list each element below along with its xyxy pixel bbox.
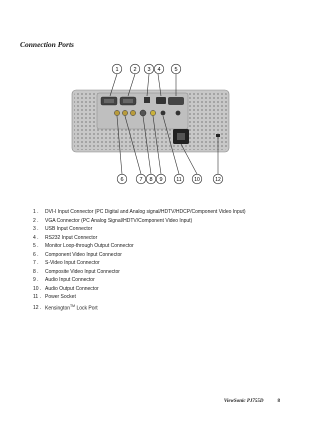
callout-9 bbox=[156, 174, 166, 184]
list-item: 5 . Monitor Loop-through Output Connector bbox=[33, 243, 134, 249]
callout-10 bbox=[192, 174, 202, 184]
page-number: 8 bbox=[277, 399, 280, 404]
svg-text:11: 11 bbox=[176, 177, 182, 183]
port-component bbox=[114, 110, 135, 115]
svg-text:9: 9 bbox=[159, 177, 163, 183]
port-rs232 bbox=[156, 97, 166, 104]
list-item: 1 . DVI-I Input Connector (PC Digital and Analog signal/HDTV/HDCP/Component Video Input) bbox=[33, 209, 246, 215]
callout-6 bbox=[117, 174, 127, 184]
port-power bbox=[173, 129, 189, 144]
port-svideo bbox=[140, 110, 146, 116]
list-item: 9 . Audio Input Connector bbox=[33, 277, 95, 283]
callout-11 bbox=[174, 174, 184, 184]
projector-back-panel bbox=[72, 90, 229, 152]
connection-port-list bbox=[33, 208, 246, 313]
list-item: 7 . S-Video Input Connector bbox=[33, 260, 100, 266]
svg-text:6: 6 bbox=[120, 177, 124, 183]
callout-2 bbox=[130, 64, 140, 74]
callout-4 bbox=[154, 64, 164, 74]
svg-text:3: 3 bbox=[147, 67, 151, 73]
port-audio-in bbox=[161, 111, 166, 116]
list-item: 4 . RS232 Input Connector bbox=[33, 234, 98, 241]
svg-text:4: 4 bbox=[157, 67, 161, 73]
port-monitor-out bbox=[168, 97, 184, 105]
svg-text:8: 8 bbox=[149, 177, 153, 183]
port-vga bbox=[120, 97, 136, 105]
callout-7 bbox=[136, 174, 146, 184]
callout-3 bbox=[144, 64, 154, 74]
callout-1 bbox=[112, 64, 122, 74]
svg-text:10: 10 bbox=[194, 177, 200, 183]
list-item: 2 . VGA Connector (PC Analog Signal/HDTV/Component Video Input) bbox=[33, 217, 193, 224]
list-item: 12 . Kensington™ Lock Port bbox=[33, 303, 98, 312]
list-item: 11 . Power Socket bbox=[33, 294, 76, 300]
port-audio-out bbox=[176, 111, 181, 116]
svg-text:5: 5 bbox=[174, 67, 178, 73]
svg-text:2: 2 bbox=[133, 67, 137, 73]
list-item: 6 . Component Video Input Connector bbox=[33, 251, 122, 258]
svg-text:1: 1 bbox=[115, 67, 119, 73]
port-kensington bbox=[216, 134, 220, 137]
section-title: Connection Ports bbox=[20, 40, 74, 49]
page-footer bbox=[224, 399, 280, 404]
callout-8 bbox=[146, 174, 156, 184]
list-item: 3 . USB Input Connector bbox=[33, 226, 93, 232]
port-usb bbox=[144, 97, 150, 103]
callout-5 bbox=[171, 64, 181, 74]
svg-text:7: 7 bbox=[139, 177, 143, 183]
list-item: 8 . Composite Video Input Connector bbox=[33, 268, 120, 275]
list-item: 10 . Audio Output Connector bbox=[33, 285, 99, 292]
svg-text:12: 12 bbox=[215, 177, 221, 183]
callout-12 bbox=[213, 174, 223, 184]
port-dvi bbox=[101, 97, 117, 105]
port-composite bbox=[150, 110, 155, 115]
footer-brand: ViewSonic PJ755D bbox=[223, 399, 264, 404]
connection-ports-diagram bbox=[0, 50, 300, 200]
